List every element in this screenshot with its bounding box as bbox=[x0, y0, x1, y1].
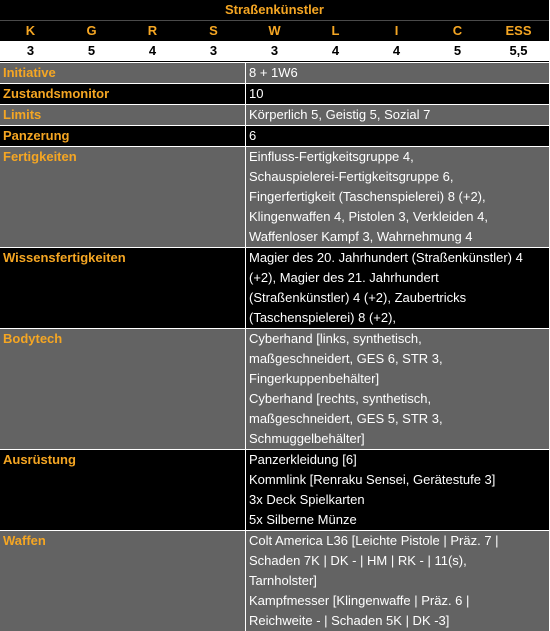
attr-value: 5,5 bbox=[509, 43, 528, 58]
value-line: Panzerkleidung [6] bbox=[249, 452, 357, 467]
row-bodytech bbox=[0, 328, 549, 449]
value-line: Fingerkuppenbehälter] bbox=[249, 371, 380, 386]
row-initiative bbox=[0, 62, 549, 83]
row-ausruestung bbox=[0, 449, 549, 530]
row-label: Panzerung bbox=[0, 126, 245, 146]
attr-value: 5 bbox=[87, 43, 96, 58]
value-line: (+2), Magier des 21. Jahrhundert bbox=[249, 270, 439, 285]
row-value bbox=[245, 329, 549, 449]
value-line: Schauspielerei-Fertigkeitsgruppe 6, bbox=[249, 169, 454, 184]
row-value bbox=[245, 450, 549, 530]
value-line: 3x Deck Spielkarten bbox=[249, 492, 365, 507]
attr-header: S bbox=[209, 23, 218, 38]
value-line: Klingenwaffen 4, Pistolen 3, Verkleiden 4, bbox=[249, 209, 488, 224]
value-line: Kampfmesser [Klingenwaffe | Präz. 6 | bbox=[249, 593, 470, 608]
attr-value: 3 bbox=[270, 43, 279, 58]
row-label: Wissensfertigkeiten bbox=[0, 248, 245, 328]
row-zustandsmonitor bbox=[0, 83, 549, 104]
value-line: (Straßenkünstler) 4 (+2), Zaubertricks bbox=[249, 290, 467, 305]
row-label: Zustandsmonitor bbox=[0, 84, 245, 104]
value-line: 5x Silberne Münze bbox=[249, 512, 357, 527]
row-value bbox=[245, 63, 549, 83]
attribute-values bbox=[0, 41, 549, 62]
value-line: Colt America L36 [Leichte Pistole | Präz. 7 | bbox=[249, 533, 499, 548]
row-fertigkeiten bbox=[0, 146, 549, 247]
row-panzerung bbox=[0, 125, 549, 146]
attr-value: 4 bbox=[392, 43, 401, 58]
row-limits bbox=[0, 104, 549, 125]
value-line: Cyberhand [rechts, synthetisch, bbox=[249, 391, 432, 406]
value-line: maßgeschneidert, GES 5, STR 3, bbox=[249, 411, 443, 426]
attr-value: 5 bbox=[453, 43, 462, 58]
value-line: Schmuggelbehälter] bbox=[249, 431, 365, 446]
value-line: (Taschenspielerei) 8 (+2), bbox=[249, 310, 397, 325]
row-label: Waffen bbox=[0, 531, 245, 631]
row-label: Bodytech bbox=[0, 329, 245, 449]
row-value bbox=[245, 105, 549, 125]
value-line: maßgeschneidert, GES 6, STR 3, bbox=[249, 351, 443, 366]
row-value bbox=[245, 531, 549, 631]
attr-value: 3 bbox=[209, 43, 218, 58]
value-line: 8 + 1W6 bbox=[249, 65, 298, 80]
attr-value: 4 bbox=[331, 43, 340, 58]
value-line: Einfluss-Fertigkeitsgruppe 4, bbox=[249, 149, 414, 164]
row-value bbox=[245, 126, 549, 146]
value-line: Körperlich 5, Geistig 5, Sozial 7 bbox=[249, 107, 431, 122]
value-line: 10 bbox=[249, 86, 264, 101]
value-line: Kommlink [Renraku Sensei, Gerätestufe 3] bbox=[249, 472, 496, 487]
attribute-headers bbox=[0, 21, 549, 41]
value-line: Reichweite - | Schaden 5K | DK -3] bbox=[249, 613, 450, 628]
attr-value: 4 bbox=[148, 43, 157, 58]
row-value bbox=[245, 147, 549, 247]
value-line: Cyberhand [links, synthetisch, bbox=[249, 331, 422, 346]
attr-header: G bbox=[86, 23, 97, 38]
value-line: Schaden 7K | DK - | HM | RK - | 11(s), bbox=[249, 553, 467, 568]
attr-value: 3 bbox=[26, 43, 35, 58]
attr-header: I bbox=[394, 23, 399, 38]
row-label: Limits bbox=[0, 105, 245, 125]
value-line: Tarnholster] bbox=[249, 573, 317, 588]
attr-header: K bbox=[25, 23, 36, 38]
attr-header: L bbox=[331, 23, 340, 38]
value-line: Waffenloser Kampf 3, Wahrnehmung 4 bbox=[249, 229, 473, 244]
row-label: Initiative bbox=[0, 63, 245, 83]
value-line: Magier des 20. Jahrhundert (Straßenkünstler) 4 bbox=[249, 250, 523, 265]
row-label: Fertigkeiten bbox=[0, 147, 245, 247]
row-wissensfertigkeiten bbox=[0, 247, 549, 328]
row-value bbox=[245, 84, 549, 104]
attr-header: C bbox=[452, 23, 463, 38]
attr-header: W bbox=[268, 23, 281, 38]
sheet-title: Straßenkünstler bbox=[0, 0, 549, 21]
attr-header: ESS bbox=[505, 23, 532, 38]
attr-header: R bbox=[147, 23, 158, 38]
row-label: Ausrüstung bbox=[0, 450, 245, 530]
row-waffen bbox=[0, 530, 549, 631]
value-line: Fingerfertigkeit (Taschenspielerei) 8 (+2), bbox=[249, 189, 486, 204]
value-line: 6 bbox=[249, 128, 257, 143]
row-value bbox=[245, 248, 549, 328]
